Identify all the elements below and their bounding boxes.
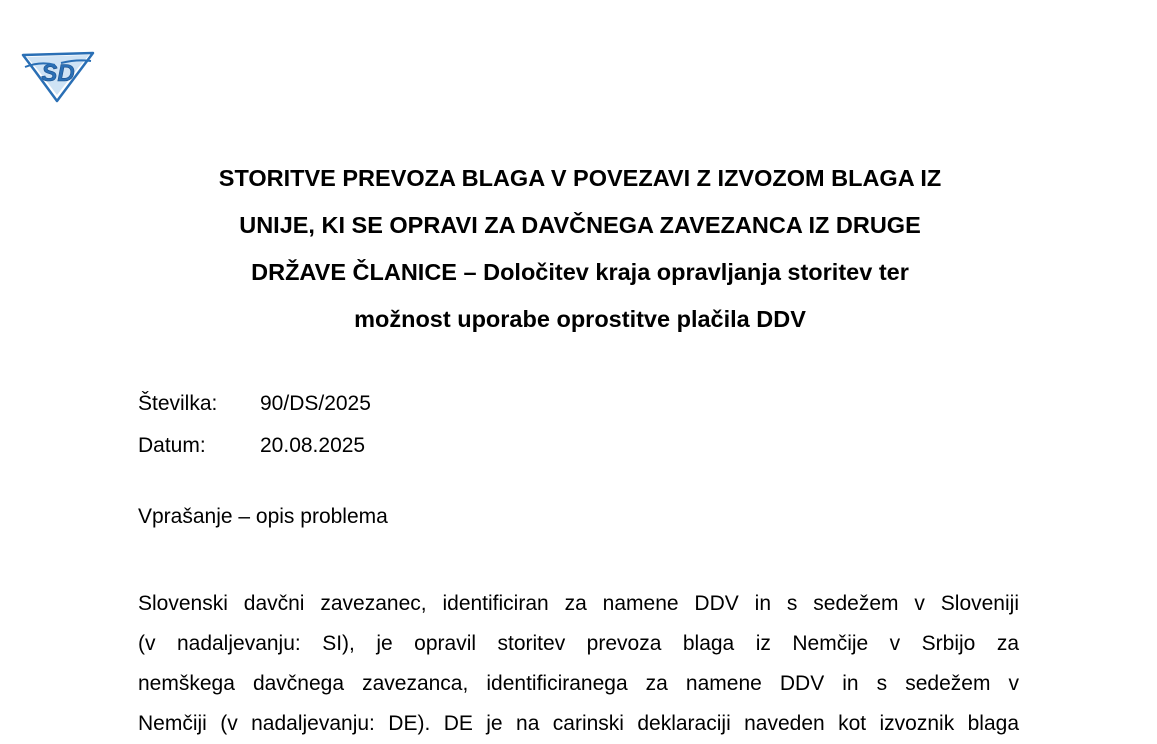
number-value: 90/DS/2025 xyxy=(260,392,371,415)
body-line: Slovenski davčni zavezanec, identificiran za namene DDV in s sedežem v Sloveniji xyxy=(138,592,1019,615)
title-line: možnost uporabe oprostitve plačila DDV xyxy=(354,306,806,332)
date-label: Datum: xyxy=(138,434,206,457)
title-line: UNIJE, KI SE OPRAVI ZA DAVČNEGA ZAVEZANCA IZ DRUGE xyxy=(239,212,921,238)
date-row xyxy=(138,425,371,467)
body-line: Nemčiji (v nadaljevanju: DE). DE je na carinski deklaraciji naveden kot izvoznik blaga xyxy=(138,712,1019,735)
number-label: Številka: xyxy=(138,392,218,415)
shield-logo-icon xyxy=(21,47,95,103)
document-meta xyxy=(138,383,371,467)
section-heading: Vprašanje – opis problema xyxy=(138,505,388,528)
document-title xyxy=(140,155,1020,343)
body-line: nemškega davčnega zavezanca, identificiranega za namene DDV in s sedežem v xyxy=(138,672,1019,695)
number-row xyxy=(138,383,371,425)
logo-text: SD xyxy=(41,60,75,87)
title-line: DRŽAVE ČLANICE – Določitev kraja opravljanja storitev ter xyxy=(251,259,909,285)
date-value: 20.08.2025 xyxy=(260,434,366,457)
title-line: STORITVE PREVOZA BLAGA V POVEZAVI Z IZVOZOM BLAGA IZ xyxy=(218,165,942,191)
body-paragraph xyxy=(138,584,1019,744)
body-line: (v nadaljevanju: SI), je opravil storitev prevoza blaga iz Nemčije v Srbijo za xyxy=(138,632,1019,655)
